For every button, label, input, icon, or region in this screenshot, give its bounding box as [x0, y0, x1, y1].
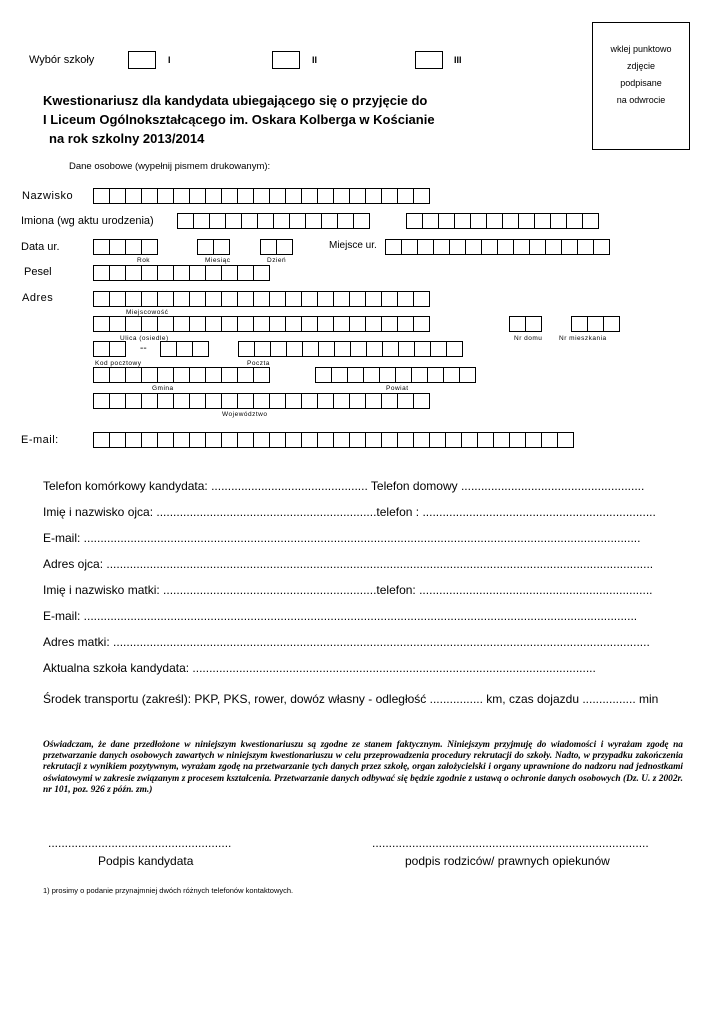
photo-line: zdjęcie [626, 61, 655, 71]
house-number-boxes[interactable] [509, 316, 541, 332]
input-cell[interactable] [173, 316, 190, 332]
input-cell[interactable] [285, 291, 302, 307]
input-cell[interactable] [525, 316, 542, 332]
candidate-signature-line[interactable]: ....................................................... [48, 836, 232, 850]
district-sublabel: Powiat [386, 385, 409, 392]
form-title-line-1: Kwestionariusz dla kandydata ubiegającego się o przyjęcie do [43, 93, 428, 108]
input-cell[interactable] [109, 367, 126, 383]
input-cell[interactable] [301, 188, 318, 204]
input-cell[interactable] [545, 239, 562, 255]
input-cell[interactable] [525, 432, 542, 448]
input-cell[interactable] [193, 213, 210, 229]
input-cell[interactable] [365, 432, 382, 448]
input-cell[interactable] [302, 341, 319, 357]
input-cell[interactable] [481, 239, 498, 255]
input-cell[interactable] [318, 341, 335, 357]
input-cell[interactable] [160, 341, 177, 357]
input-cell[interactable] [461, 432, 478, 448]
input-cell[interactable] [109, 291, 126, 307]
input-cell[interactable] [333, 432, 350, 448]
birth-date-label: Data ur. [21, 241, 60, 253]
school-choice-box-3[interactable] [415, 51, 443, 69]
province-sublabel: Województwo [222, 411, 268, 418]
input-cell[interactable] [438, 213, 455, 229]
input-cell[interactable] [253, 316, 270, 332]
input-cell[interactable] [225, 213, 242, 229]
flat-number-boxes[interactable] [571, 316, 619, 332]
input-cell[interactable] [109, 316, 126, 332]
input-cell[interactable] [301, 316, 318, 332]
form-title-line-3: na rok szkolny 2013/2014 [49, 131, 205, 146]
candidate-phone-line[interactable]: Telefon komórkowy kandydata: ............................................... Telefon domowy ....................................................... [43, 479, 645, 493]
input-cell[interactable] [321, 213, 338, 229]
input-cell[interactable] [414, 341, 431, 357]
current-school-line[interactable]: Aktualna szkoła kandydata: ......................................................................................................................... [43, 661, 596, 675]
input-cell[interactable] [413, 188, 430, 204]
input-cell[interactable] [93, 239, 110, 255]
input-cell[interactable] [433, 239, 450, 255]
input-cell[interactable] [237, 265, 254, 281]
input-cell[interactable] [241, 213, 258, 229]
input-cell[interactable] [534, 213, 551, 229]
photo-line: wklej punktowo [610, 44, 672, 54]
input-cell[interactable] [427, 367, 444, 383]
input-cell[interactable] [93, 341, 110, 357]
input-cell[interactable] [381, 393, 398, 409]
input-cell[interactable] [509, 316, 526, 332]
input-cell[interactable] [398, 341, 415, 357]
town-boxes[interactable] [93, 291, 429, 307]
form-title-line-2: I Liceum Ogólnokształcącego im. Oskara Kolberga w Kościanie [43, 112, 435, 127]
input-cell[interactable] [109, 188, 126, 204]
input-cell[interactable] [285, 316, 302, 332]
input-cell[interactable] [205, 367, 222, 383]
input-cell[interactable] [305, 213, 322, 229]
input-cell[interactable] [285, 393, 302, 409]
parents-signature-line[interactable]: ................................................................................... [372, 836, 649, 850]
input-cell[interactable] [276, 239, 293, 255]
input-cell[interactable] [221, 393, 238, 409]
input-cell[interactable] [238, 341, 255, 357]
surname-label: Nazwisko [22, 190, 74, 202]
input-cell[interactable] [561, 239, 578, 255]
input-cell[interactable] [269, 432, 286, 448]
input-cell[interactable] [334, 341, 351, 357]
birth-place-label: Miejsce ur. [329, 240, 377, 251]
input-cell[interactable] [254, 341, 271, 357]
input-cell[interactable] [237, 393, 254, 409]
input-cell[interactable] [593, 239, 610, 255]
input-cell[interactable] [333, 393, 350, 409]
input-cell[interactable] [157, 265, 174, 281]
input-cell[interactable] [417, 239, 434, 255]
input-cell[interactable] [317, 316, 334, 332]
input-cell[interactable] [349, 432, 366, 448]
input-cell[interactable] [205, 265, 222, 281]
input-cell[interactable] [269, 291, 286, 307]
input-cell[interactable] [173, 265, 190, 281]
input-cell[interactable] [477, 432, 494, 448]
input-cell[interactable] [566, 213, 583, 229]
postal-code-second-boxes[interactable] [160, 341, 208, 357]
input-cell[interactable] [141, 393, 158, 409]
input-cell[interactable] [141, 265, 158, 281]
mother-address-line[interactable]: Adres matki: ................................................................................................................................................................. [43, 635, 650, 649]
input-cell[interactable] [397, 316, 414, 332]
input-cell[interactable] [397, 188, 414, 204]
input-cell[interactable] [253, 393, 270, 409]
photo-line: na odwrocie [616, 95, 666, 105]
input-cell[interactable] [541, 432, 558, 448]
input-cell[interactable] [317, 188, 334, 204]
input-cell[interactable] [446, 341, 463, 357]
input-cell[interactable] [381, 432, 398, 448]
email-boxes[interactable] [93, 432, 573, 448]
month-sublabel: Miesiąc [205, 257, 231, 264]
input-cell[interactable] [509, 432, 526, 448]
input-cell[interactable] [317, 291, 334, 307]
input-cell[interactable] [125, 367, 142, 383]
address-label: Adres [22, 292, 54, 304]
street-boxes[interactable] [93, 316, 429, 332]
post-office-sublabel: Poczta [247, 360, 270, 367]
personal-data-header: Dane osobowe (wypełnij pismem drukowanym): [69, 161, 271, 172]
input-cell[interactable] [205, 291, 222, 307]
input-cell[interactable] [513, 239, 530, 255]
input-cell[interactable] [93, 393, 110, 409]
input-cell[interactable] [497, 239, 514, 255]
surname-boxes[interactable] [93, 188, 429, 204]
input-cell[interactable] [157, 188, 174, 204]
input-cell[interactable] [237, 316, 254, 332]
birth-month-boxes[interactable] [197, 239, 229, 255]
input-cell[interactable] [401, 239, 418, 255]
flat-number-sublabel: Nr mieszkania [559, 335, 607, 342]
input-cell[interactable] [587, 316, 604, 332]
school-choice-box-1[interactable] [128, 51, 156, 69]
input-cell[interactable] [379, 367, 396, 383]
input-cell[interactable] [349, 393, 366, 409]
parents-signature-label: podpis rodziców/ prawnych opiekunów [405, 854, 610, 868]
input-cell[interactable] [189, 265, 206, 281]
input-cell[interactable] [413, 393, 430, 409]
input-cell[interactable] [189, 393, 206, 409]
input-cell[interactable] [205, 188, 222, 204]
input-cell[interactable] [365, 316, 382, 332]
input-cell[interactable] [125, 393, 142, 409]
school-choice-option-2: II [312, 55, 318, 65]
street-sublabel: Ulica (osiedle) [120, 335, 169, 342]
input-cell[interactable] [413, 316, 430, 332]
input-cell[interactable] [486, 213, 503, 229]
input-cell[interactable] [445, 432, 462, 448]
input-cell[interactable] [237, 432, 254, 448]
input-cell[interactable] [237, 291, 254, 307]
input-cell[interactable] [337, 213, 354, 229]
input-cell[interactable] [270, 341, 287, 357]
input-cell[interactable] [125, 239, 142, 255]
input-cell[interactable] [454, 213, 471, 229]
input-cell[interactable] [221, 188, 238, 204]
input-cell[interactable] [301, 432, 318, 448]
input-cell[interactable] [141, 188, 158, 204]
birth-year-boxes[interactable] [93, 239, 157, 255]
input-cell[interactable] [93, 432, 110, 448]
input-cell[interactable] [331, 367, 348, 383]
input-cell[interactable] [429, 432, 446, 448]
input-cell[interactable] [350, 341, 367, 357]
input-cell[interactable] [189, 432, 206, 448]
input-cell[interactable] [141, 432, 158, 448]
input-cell[interactable] [141, 239, 158, 255]
input-cell[interactable] [173, 291, 190, 307]
input-cell[interactable] [349, 291, 366, 307]
second-name-boxes[interactable] [406, 213, 598, 229]
input-cell[interactable] [493, 432, 510, 448]
father-address-line[interactable]: Adres ojca: .................................................................................................................................................................... [43, 557, 654, 571]
input-cell[interactable] [502, 213, 519, 229]
input-cell[interactable] [189, 367, 206, 383]
input-cell[interactable] [413, 432, 430, 448]
mother-email-line[interactable]: E-mail: ...................................................................................................................................................................... [43, 609, 638, 623]
input-cell[interactable] [253, 367, 270, 383]
input-cell[interactable] [353, 213, 370, 229]
input-cell[interactable] [173, 188, 190, 204]
postal-code-first-boxes[interactable] [93, 341, 125, 357]
input-cell[interactable] [109, 265, 126, 281]
input-cell[interactable] [582, 213, 599, 229]
names-label: Imiona (wg aktu urodzenia) [21, 215, 154, 227]
input-cell[interactable] [365, 393, 382, 409]
input-cell[interactable] [141, 316, 158, 332]
input-cell[interactable] [157, 393, 174, 409]
input-cell[interactable] [571, 316, 588, 332]
input-cell[interactable] [397, 393, 414, 409]
photo-line: podpisane [620, 78, 662, 88]
pesel-boxes[interactable] [93, 265, 269, 281]
input-cell[interactable] [381, 188, 398, 204]
input-cell[interactable] [221, 432, 238, 448]
input-cell[interactable] [109, 239, 126, 255]
father-name-line[interactable]: Imię i nazwisko ojca: ..................................................................telefon : ...................................................................... [43, 505, 656, 519]
input-cell[interactable] [192, 341, 209, 357]
postal-code-sublabel: Kod pocztowy [95, 360, 142, 367]
input-cell[interactable] [269, 188, 286, 204]
input-cell[interactable] [397, 432, 414, 448]
input-cell[interactable] [413, 291, 430, 307]
input-cell[interactable] [381, 316, 398, 332]
input-cell[interactable] [289, 213, 306, 229]
input-cell[interactable] [603, 316, 620, 332]
input-cell[interactable] [349, 316, 366, 332]
input-cell[interactable] [93, 188, 110, 204]
commune-sublabel: Gmina [152, 385, 174, 392]
input-cell[interactable] [253, 291, 270, 307]
input-cell[interactable] [397, 291, 414, 307]
input-cell[interactable] [550, 213, 567, 229]
footnote: 1) prosimy o podanie przynajmniej dwóch różnych telefonów kontaktowych. [43, 886, 294, 895]
photo-box [592, 22, 690, 150]
input-cell[interactable] [157, 432, 174, 448]
input-cell[interactable] [237, 188, 254, 204]
input-cell[interactable] [173, 393, 190, 409]
house-number-sublabel: Nr domu [514, 335, 543, 342]
input-cell[interactable] [93, 316, 110, 332]
candidate-signature-label: Podpis kandydata [98, 854, 194, 868]
input-cell[interactable] [221, 367, 238, 383]
input-cell[interactable] [221, 316, 238, 332]
input-cell[interactable] [518, 213, 535, 229]
input-cell[interactable] [273, 213, 290, 229]
birth-day-boxes[interactable] [260, 239, 292, 255]
input-cell[interactable] [209, 213, 226, 229]
input-cell[interactable] [253, 432, 270, 448]
input-cell[interactable] [205, 316, 222, 332]
input-cell[interactable] [317, 393, 334, 409]
input-cell[interactable] [189, 316, 206, 332]
input-cell[interactable] [381, 291, 398, 307]
town-sublabel: Miejscowość [126, 309, 169, 316]
input-cell[interactable] [176, 341, 193, 357]
input-cell[interactable] [301, 291, 318, 307]
input-cell[interactable] [406, 213, 423, 229]
input-cell[interactable] [363, 367, 380, 383]
input-cell[interactable] [93, 291, 110, 307]
input-cell[interactable] [253, 188, 270, 204]
day-sublabel: Dzień [267, 257, 287, 264]
input-cell[interactable] [333, 291, 350, 307]
input-cell[interactable] [157, 367, 174, 383]
district-boxes[interactable] [315, 367, 475, 383]
input-cell[interactable] [141, 291, 158, 307]
input-cell[interactable] [260, 239, 277, 255]
input-cell[interactable] [301, 393, 318, 409]
input-cell[interactable] [125, 291, 142, 307]
declaration-text: Oświadczam, że dane przedłożone w niniejszym kwestionariuszu są zgodne ze stanem faktycznym. Niniejszym przyjmuję do wiadomości i wyrażam zgodę na przetwarzanie danych osobowych zawartych w niniejszym kwestionariuszu w celu przeprowadzenia procedury rekrutacji do szkoły. Nadto, w przypadku zakończenia rekrutacji z wynikiem pozytywnym, wyrażam zgodę na przetwarzanie tych danych przez szkołę, organ założycielski i organy uprawnione do nadzoru nad jednostkami oświatowymi w zakresie związanym z procesem kształcenia. Przetwarzanie danych odbywać się będzie zgodnie z ustawą o ochronie danych osobowych (Dz. U. z 2002r. nr 101, poz. 926 z późn. zm.) [43, 740, 683, 795]
input-cell[interactable] [577, 239, 594, 255]
input-cell[interactable] [221, 291, 238, 307]
input-cell[interactable] [257, 213, 274, 229]
father-email-line[interactable]: E-mail: ....................................................................................................................................................................... [43, 531, 641, 545]
input-cell[interactable] [141, 367, 158, 383]
birth-place-boxes[interactable] [385, 239, 609, 255]
input-cell[interactable] [157, 316, 174, 332]
input-cell[interactable] [237, 367, 254, 383]
email-label: E-mail: [21, 434, 59, 446]
input-cell[interactable] [317, 432, 334, 448]
input-cell[interactable] [221, 265, 238, 281]
input-cell[interactable] [109, 432, 126, 448]
postal-code-dash: -- [140, 343, 147, 354]
input-cell[interactable] [459, 367, 476, 383]
input-cell[interactable] [470, 213, 487, 229]
school-choice-box-2[interactable] [272, 51, 300, 69]
transport-line[interactable]: Środek transportu (zakreśl): PKP, PKS, rower, dowóz własny - odległość ................ km, czas dojazdu ................ min [43, 692, 659, 706]
province-boxes[interactable] [93, 393, 429, 409]
input-cell[interactable] [213, 239, 230, 255]
input-cell[interactable] [443, 367, 460, 383]
mother-name-line[interactable]: Imię i nazwisko matki: ................................................................telefon: ...................................................................... [43, 583, 653, 597]
input-cell[interactable] [125, 432, 142, 448]
input-cell[interactable] [411, 367, 428, 383]
input-cell[interactable] [333, 188, 350, 204]
input-cell[interactable] [189, 291, 206, 307]
input-cell[interactable] [109, 341, 126, 357]
input-cell[interactable] [385, 239, 402, 255]
input-cell[interactable] [197, 239, 214, 255]
input-cell[interactable] [177, 213, 194, 229]
input-cell[interactable] [205, 393, 222, 409]
input-cell[interactable] [93, 367, 110, 383]
input-cell[interactable] [269, 316, 286, 332]
input-cell[interactable] [422, 213, 439, 229]
year-sublabel: Rok [137, 257, 151, 264]
input-cell[interactable] [449, 239, 466, 255]
school-choice-label: Wybór szkoły [29, 54, 95, 66]
input-cell[interactable] [189, 188, 206, 204]
input-cell[interactable] [286, 341, 303, 357]
input-cell[interactable] [93, 265, 110, 281]
school-choice-option-3: III [454, 55, 462, 65]
input-cell[interactable] [109, 393, 126, 409]
first-name-boxes[interactable] [177, 213, 369, 229]
input-cell[interactable] [125, 265, 142, 281]
input-cell[interactable] [205, 432, 222, 448]
input-cell[interactable] [157, 291, 174, 307]
post-office-boxes[interactable] [238, 341, 462, 357]
school-choice-option-1: I [168, 55, 171, 65]
pesel-label: Pesel [24, 266, 52, 278]
input-cell[interactable] [557, 432, 574, 448]
input-cell[interactable] [125, 316, 142, 332]
input-cell[interactable] [285, 188, 302, 204]
input-cell[interactable] [125, 188, 142, 204]
input-cell[interactable] [529, 239, 546, 255]
input-cell[interactable] [173, 432, 190, 448]
commune-boxes[interactable] [93, 367, 269, 383]
input-cell[interactable] [465, 239, 482, 255]
input-cell[interactable] [395, 367, 412, 383]
input-cell[interactable] [430, 341, 447, 357]
input-cell[interactable] [173, 367, 190, 383]
input-cell[interactable] [347, 367, 364, 383]
input-cell[interactable] [365, 291, 382, 307]
input-cell[interactable] [315, 367, 332, 383]
input-cell[interactable] [382, 341, 399, 357]
input-cell[interactable] [253, 265, 270, 281]
input-cell[interactable] [269, 393, 286, 409]
input-cell[interactable] [333, 316, 350, 332]
input-cell[interactable] [366, 341, 383, 357]
input-cell[interactable] [349, 188, 366, 204]
input-cell[interactable] [285, 432, 302, 448]
input-cell[interactable] [365, 188, 382, 204]
